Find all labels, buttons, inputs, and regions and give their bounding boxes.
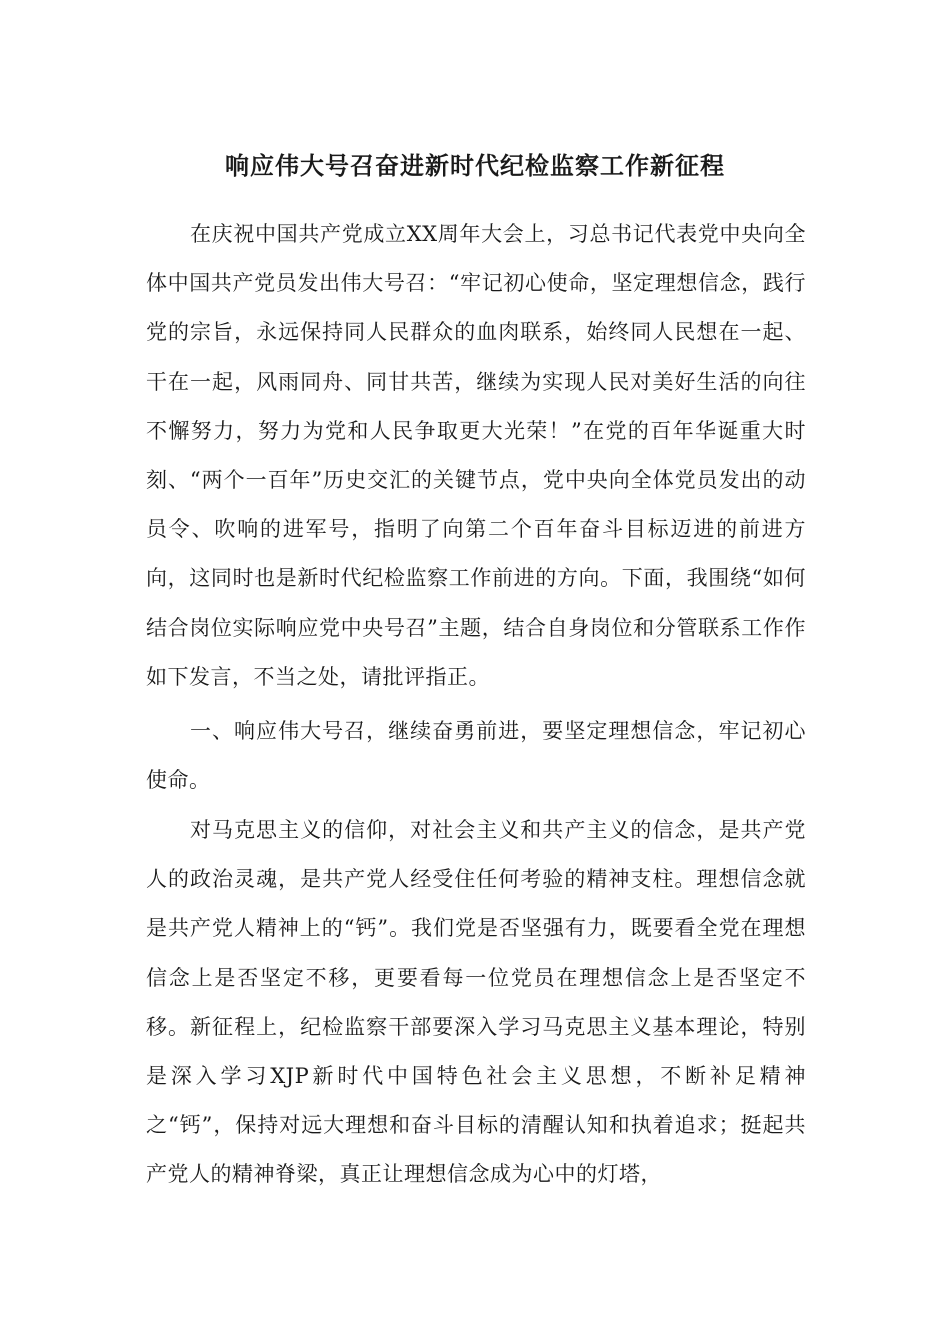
paragraph-section-heading-1: 一、响应伟大号召，继续奋勇前进，要坚定理想信念，牢记初心使命。 (146, 719, 806, 793)
paragraph-ideals-beliefs: 对马克思主义的信仰，对社会主义和共产主义的信念，是共产党人的政治灵魂，是共产党人经受住任何考验的精神支柱。理想信念就是共产党人精神上的“钙”。我们党是否坚强有力，既要看全党在理想信念上是否坚定不移，更要看每一位党员在理想信念上是否坚定不移。新征程上，纪检监察干部要深入学习马克思主义基本理论，特别是深入学习XJP新时代中国特色社会主义思想，不断补足精神之“钙”，保持对远大理想和奋斗目标的清醒认知和执着追求；挺起共产党人的精神脊梁，真正让理想信念成为心中的灯塔， (146, 818, 806, 1187)
paragraph-intro: 在庆祝中国共产党成立XX周年大会上，习总书记代表党中央向全体中国共产党员发出伟大号召：“牢记初心使命，坚定理想信念，践行党的宗旨，永远保持同人民群众的血肉联系，始终同人民想在一起、干在一起，风雨同舟、同甘共苦，继续为实现人民对美好生活的向往不懈努力，努力为党和人民争取更大光荣！”在党的百年华诞重大时刻、“两个一百年”历史交汇的关键节点，党中央向全体党员发出的动员令、吹响的进军号，指明了向第二个百年奋斗目标迈进的前进方向，这同时也是新时代纪检监察工作前进的方向。下面，我围绕“如何结合岗位实际响应党中央号召”主题，结合自身岗位和分管联系工作作如下发言，不当之处，请批评指正。 (146, 222, 806, 689)
document-title: 响应伟大号召奋进新时代纪检监察工作新征程 (225, 151, 725, 180)
